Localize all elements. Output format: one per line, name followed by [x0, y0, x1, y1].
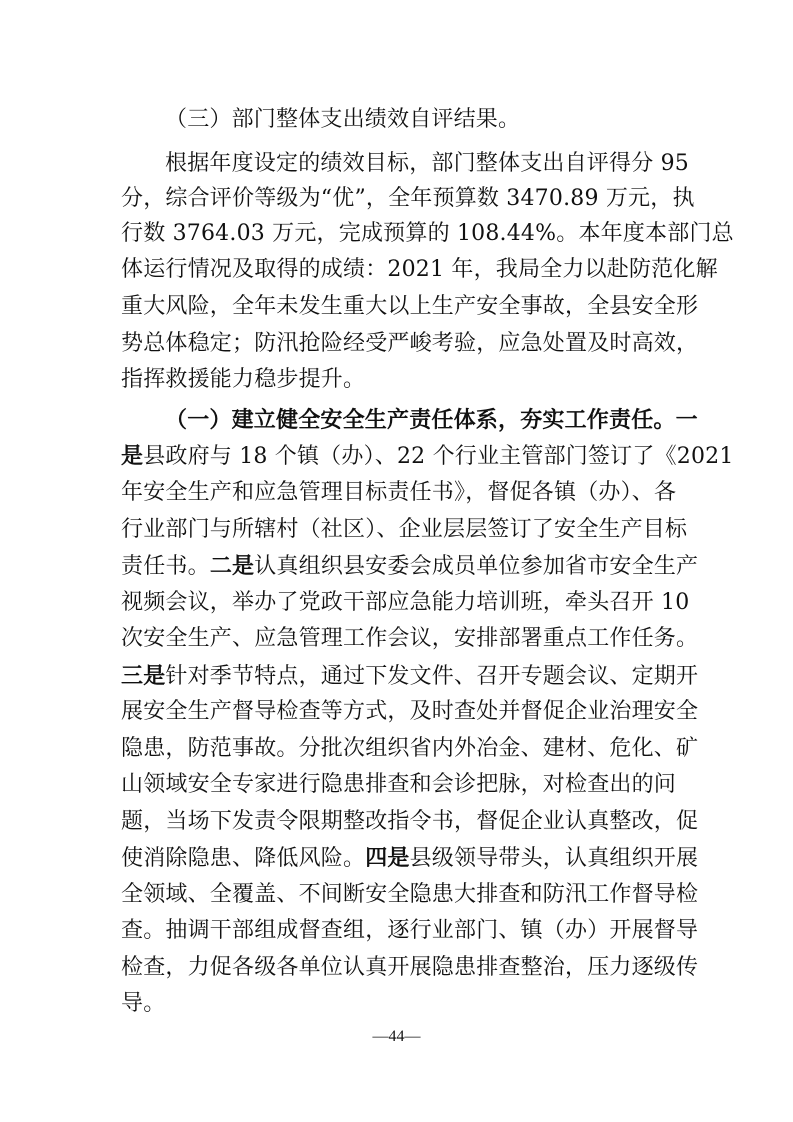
paragraph-line: 势总体稳定；防汛抢险经受严峻考验，应急处置及时高效，	[121, 331, 699, 356]
paragraph-line: 题，当场下发责令限期整改指令书，督促企业认真整改，促	[121, 809, 699, 834]
paragraph-line: 查。抽调干部组成督查组，逐行业部门、镇（办）开展督导	[121, 918, 699, 943]
paragraph-line	[121, 442, 734, 471]
paragraph-line: 重大风险，全年未发生重大以上生产安全事故，全县安全形	[121, 294, 699, 319]
paragraph-line	[121, 844, 698, 873]
paragraph-text: 使消除隐患、降低风险。	[121, 846, 366, 871]
paragraph-line: 次安全生产、应急管理工作会议，安排部署重点工作任务。	[121, 626, 699, 651]
subsection-heading: （一）建立健全安全生产责任体系，夯实工作责任。一	[165, 407, 698, 433]
point-marker: 二是	[209, 553, 255, 579]
paragraph-line: 展安全生产督导检查等方式，及时查处并督促企业治理安全	[121, 699, 699, 724]
paragraph-line: 山领域安全专家进行隐患排查和会诊把脉，对检查出的问	[121, 772, 677, 797]
paragraph-line: 导。	[121, 991, 166, 1016]
point-marker: 是	[121, 443, 144, 469]
paragraph-line: 年安全生产和应急管理目标责任书》，督促各镇（办）、各	[121, 480, 677, 505]
paragraph-line: 指挥救援能力稳步提升。	[121, 367, 366, 392]
paragraph-line: 分，综合评价等级为“优”，全年预算数 3470.89 万元，执	[121, 186, 695, 211]
paragraph-line	[121, 552, 698, 581]
paragraph-line: 全领域、全覆盖、不间断安全隐患大排查和防汛工作督导检	[121, 882, 699, 907]
paragraph-text: 认真组织县安委会成员单位参加省市安全生产	[254, 554, 699, 579]
paragraph-line: 行数 3764.03 万元，完成预算的 108.44%。本年度本部门总	[121, 221, 734, 246]
paragraph-line: 行业部门与所辖村（社区）、企业层层签订了安全生产目标	[121, 517, 688, 542]
point-marker: 三是	[121, 663, 166, 689]
paragraph-line	[121, 662, 698, 691]
paragraph-text: 责任书。	[121, 554, 210, 579]
page-number: —44—	[372, 1028, 421, 1045]
section-heading: （三）部门整体支出绩效自评结果。	[165, 107, 521, 132]
paragraph-text: 针对季节特点，通过下发文件、召开专题会议、定期开	[165, 664, 699, 689]
paragraph-line: 根据年度设定的绩效目标，部门整体支出自评得分 95	[165, 151, 689, 176]
point-marker: 四是	[365, 845, 410, 871]
paragraph-line: 隐患，防范事故。分批次组织省内外冶金、建材、危化、矿	[121, 736, 699, 761]
paragraph-line: 视频会议，举办了党政干部应急能力培训班，牵头召开 10	[121, 590, 690, 615]
paragraph-text: 县政府与 18 个镇（办）、22 个行业主管部门签订了《2021	[143, 444, 734, 469]
paragraph-line: 体运行情况及取得的成绩：2021 年，我局全力以赴防范化解	[121, 257, 718, 282]
paragraph-line: 检查，力促各级各单位认真开展隐患排查整治，压力逐级传	[121, 955, 699, 980]
paragraph-text: 县级领导带头，认真组织开展	[409, 846, 699, 871]
